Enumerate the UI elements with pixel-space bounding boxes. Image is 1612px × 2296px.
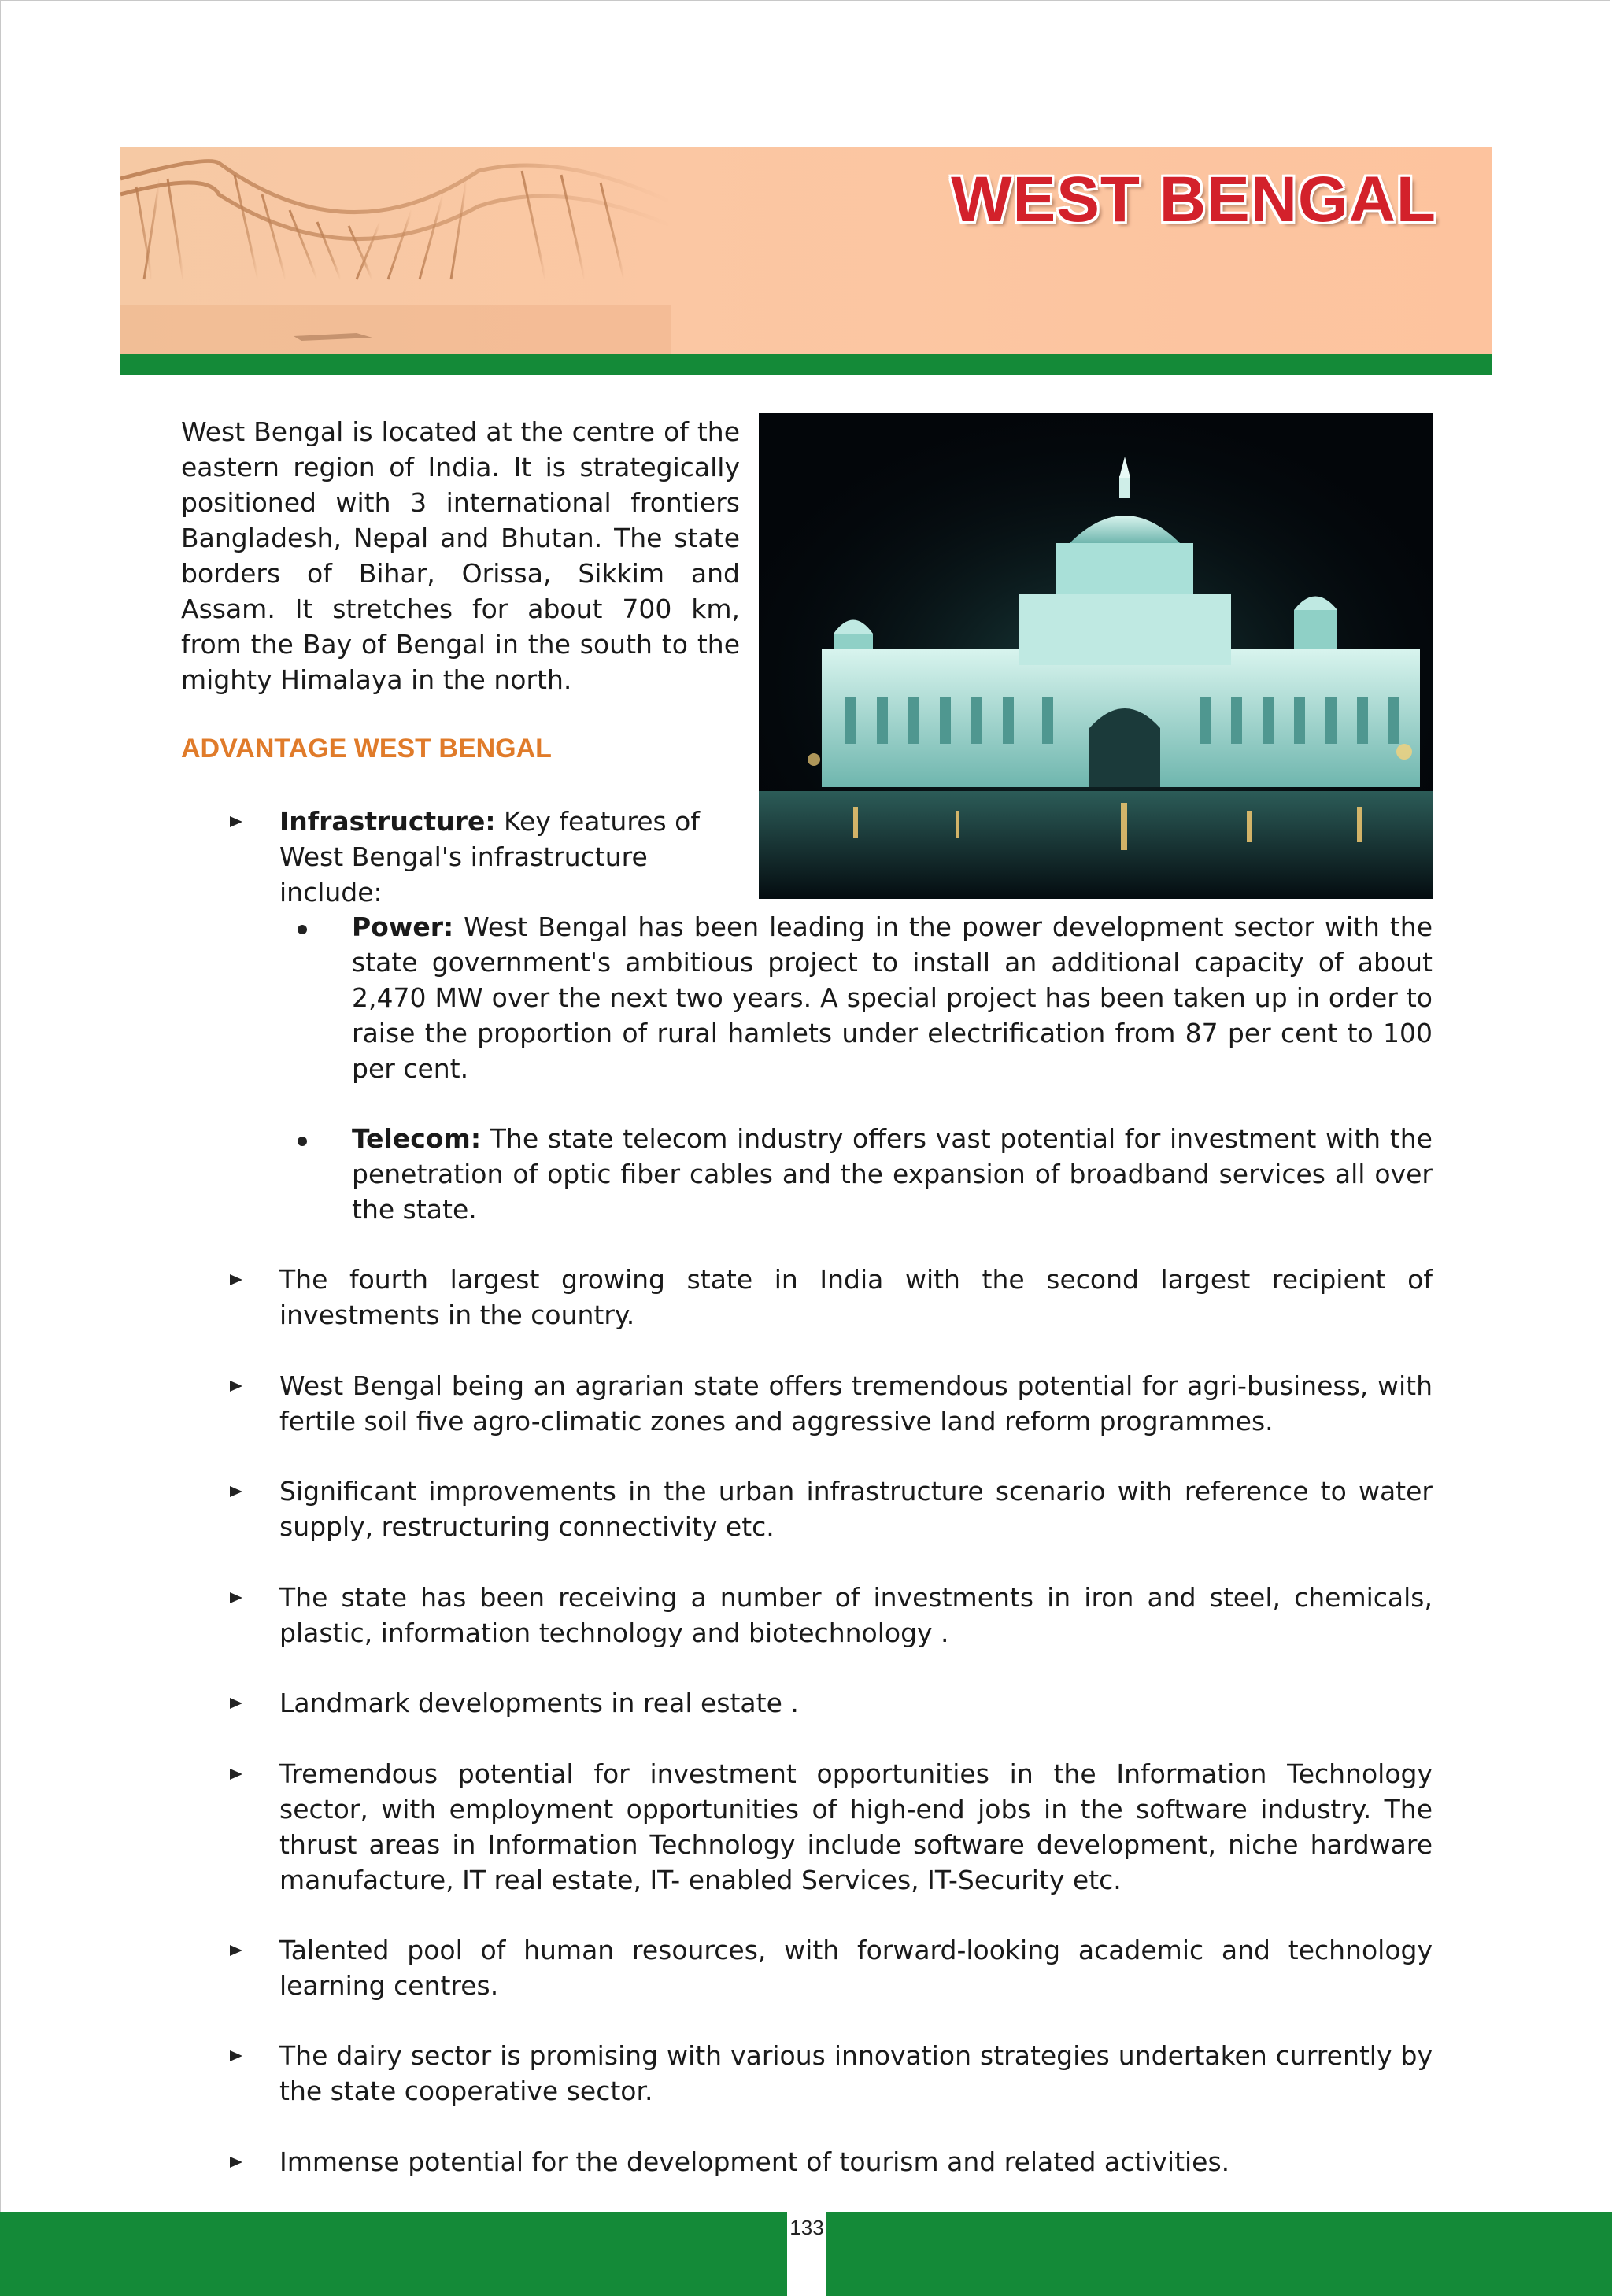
advantage-heading: ADVANTAGE WEST BENGAL xyxy=(181,734,552,763)
arrow-bullet-icon xyxy=(230,1274,242,1285)
infrastructure-label: Infrastructure: xyxy=(279,806,496,837)
telecom-item xyxy=(352,1121,1433,1227)
list-item: West Bengal being an agrarian state offers tremendous potential for agri-business, with fertile soil five agro-climatic zones and aggressive land reform programmes. xyxy=(279,1370,1433,1436)
power-item xyxy=(352,909,1433,1086)
list-item: Significant improvements in the urban infrastructure scenario with reference to water supply, restructuring connectivity etc. xyxy=(279,1476,1433,1542)
list-item: Tremendous potential for investment opportunities in the Information Technology sector, with employment opportunities of high-end jobs in the software industry. The thrust areas in Information Technology include software development, niche hardware manufacture, IT real estate, IT- enabled Services, IT-Security etc. xyxy=(279,1758,1433,1895)
arrow-bullet-icon xyxy=(230,1769,242,1780)
header-green-stripe xyxy=(120,354,1492,375)
list-item: Landmark developments in real estate . xyxy=(279,1688,799,1718)
arrow-bullet-icon xyxy=(230,1381,242,1392)
victoria-memorial-photo xyxy=(759,413,1433,899)
infrastructure-item xyxy=(279,804,740,910)
list-item: The state has been receiving a number of investments in iron and steel, chemicals, plastic, information technology and biotechnology . xyxy=(279,1582,1433,1648)
arrow-bullet-icon xyxy=(230,1698,242,1709)
telecom-text: The state telecom industry offers vast potential for investment with the penetration of optic fiber cables and the expansion of broadband services all over the state. xyxy=(352,1123,1433,1225)
victoria-memorial-illustration xyxy=(759,413,1433,899)
arrow-bullet-icon xyxy=(230,816,242,827)
page-number: 133 xyxy=(789,2216,824,2239)
list-item: Immense potential for the development of tourism and related activities. xyxy=(279,2146,1230,2177)
list-item: The dairy sector is promising with various innovation strategies undertaken currently by the state cooperative sector. xyxy=(279,2040,1433,2106)
telecom-label: Telecom: xyxy=(352,1123,482,1154)
list-item: The fourth largest growing state in India with the second largest recipient of investments in the country. xyxy=(279,1264,1433,1330)
list-item: Talented pool of human resources, with forward-looking academic and technology learning centres. xyxy=(279,1935,1433,2001)
bullet-dot-icon xyxy=(298,925,307,934)
arrow-bullet-icon xyxy=(230,2157,242,2168)
power-label: Power: xyxy=(352,911,454,942)
arrow-bullet-icon xyxy=(230,2050,242,2061)
intro-paragraph: West Bengal is located at the centre of the eastern region of India. It is strategically positioned with 3 international frontiers Bangladesh, Nepal and Bhutan. The state borders of Bihar, Orissa, Sikkim and Assam. It stretches for about 700 km, from the Bay of Bengal in the south to the mighty Himalaya in the north. xyxy=(181,416,740,695)
footer-bar-left xyxy=(0,2212,787,2296)
footer-bar-right xyxy=(826,2212,1612,2296)
bullet-dot-icon xyxy=(298,1137,307,1146)
power-text: West Bengal has been leading in the power development sector with the state government's ambitious project to install an additional capacity of about 2,470 MW over the next two years. A special project has been taken up in order to raise the proportion of rural hamlets under electrification from 87 per cent to 100 per cent. xyxy=(352,911,1433,1084)
arrow-bullet-icon xyxy=(230,1592,242,1603)
howrah-bridge-illustration xyxy=(120,147,719,354)
infrastructure-text: Key features of West Bengal's infrastructure include: xyxy=(279,806,700,908)
header-banner xyxy=(120,147,1492,354)
arrow-bullet-icon xyxy=(230,1486,242,1497)
arrow-bullet-icon xyxy=(230,1945,242,1956)
page-title: WEST BENGAL xyxy=(951,164,1436,235)
